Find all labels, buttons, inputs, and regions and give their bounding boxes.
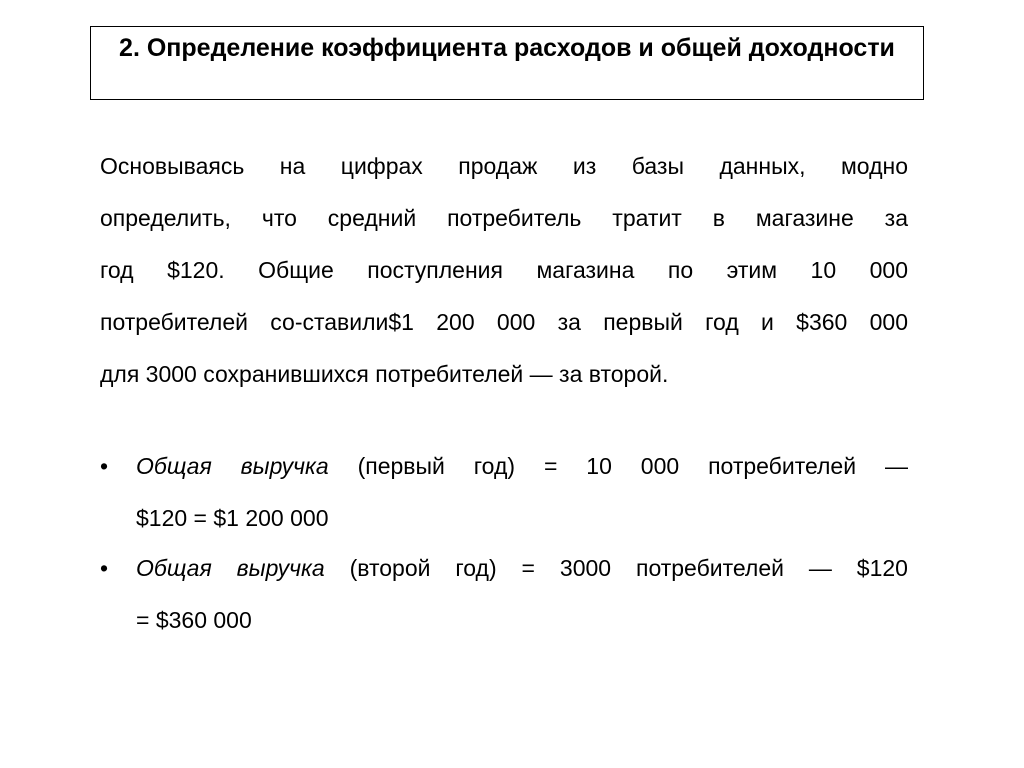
paragraph-line: потребителей со-ставили$1 200 000 за первый год и $360 000: [100, 309, 908, 335]
slide-title: 2. Определение коэффициента расходов и общей доходности: [90, 26, 924, 100]
bullet-text: (первый год) = 10 000 потребителей —: [328, 453, 908, 479]
bullet-text: $120 = $1 200 000: [136, 505, 329, 531]
bullet-text: = $360 000: [136, 607, 252, 633]
bullet-term: Общая выручка: [136, 555, 325, 581]
bullet-text: (второй год) = 3000 потребителей — $120: [324, 555, 908, 581]
paragraph-line: год $120. Общие поступления магазина по этим 10 000: [100, 257, 908, 283]
paragraph-line: для 3000 сохранившихся потребителей — за второй.: [100, 361, 669, 387]
bullet-icon: •: [100, 555, 109, 581]
bullet-item: [100, 440, 908, 544]
bullet-icon: •: [100, 453, 109, 479]
body-paragraph: [100, 140, 908, 400]
paragraph-line: Основываясь на цифрах продаж из базы данных, модно: [100, 153, 908, 179]
bullet-item: [100, 542, 908, 646]
bullet-term: Общая выручка: [136, 453, 329, 479]
paragraph-line: определить, что средний потребитель тратит в магазине за: [100, 205, 908, 231]
